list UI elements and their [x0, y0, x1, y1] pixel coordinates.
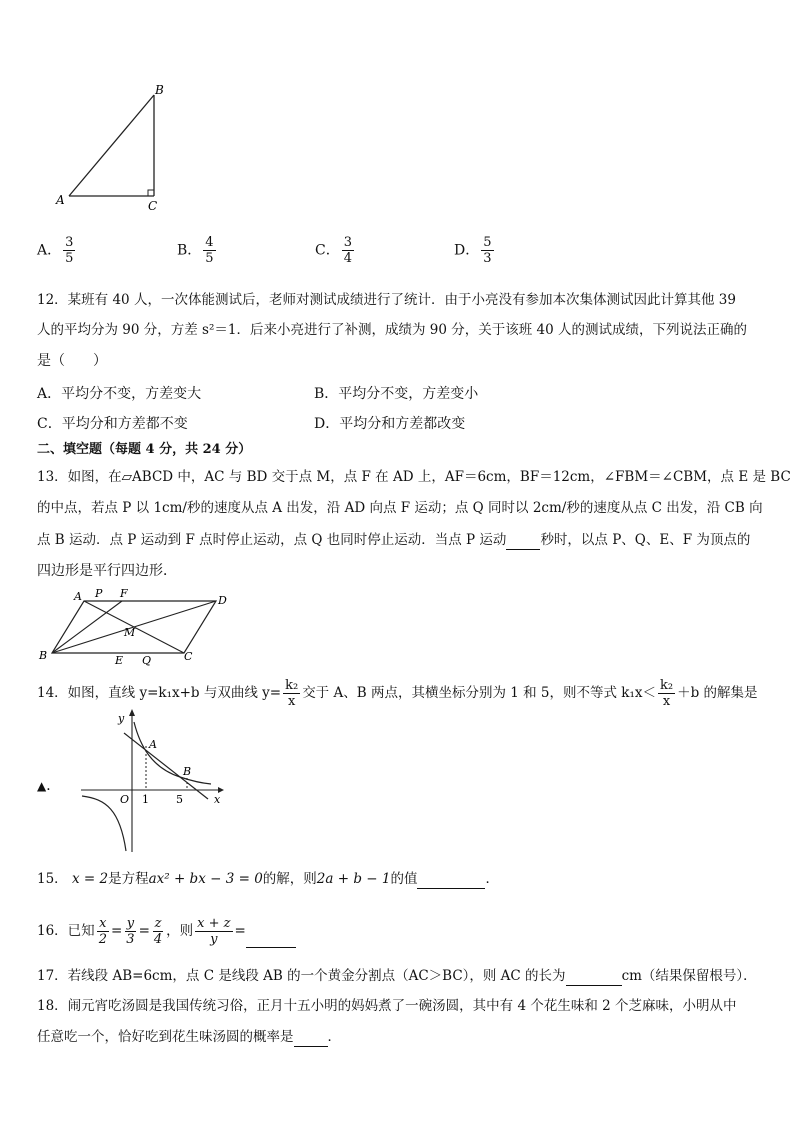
q11-option-d [454, 235, 496, 266]
denominator: x [287, 694, 296, 709]
label-a: A [74, 590, 82, 603]
q18-text-start: 任意吃一个，恰好吃到花生味汤圆的概率是 [37, 1029, 294, 1045]
fraction-z-over-4 [152, 916, 164, 947]
numerator: 3 [343, 235, 352, 250]
q11-option-c [315, 235, 356, 266]
q13-line-3-start: 点 B 运动．点 P 运动到 F 点时停止运动，点 Q 也同时停止运动．当点 P 运动 [37, 532, 507, 548]
q16-text-mid: ，则 [166, 923, 194, 939]
fraction-x-over-2 [97, 916, 109, 947]
numerator: x + z [197, 916, 231, 931]
denominator: 5 [65, 251, 74, 266]
q13-line-3-end: 秒时，以点 P、Q、E、F 为顶点的 [540, 532, 751, 548]
label-y: y [118, 712, 125, 725]
denominator: 4 [153, 932, 163, 947]
fraction [481, 235, 493, 266]
q11-option-b [177, 235, 218, 266]
answer-marker: ▲ [37, 779, 47, 793]
q11-option-a [37, 235, 77, 266]
label-e: E [115, 654, 124, 667]
answer-blank[interactable] [566, 971, 622, 986]
fraction-xz-over-y [195, 916, 232, 947]
section-heading: 二、填空题（每题 4 分，共 24 分） [37, 442, 252, 457]
q18-text-end: ． [327, 1029, 341, 1045]
q14-text-start: 14．如图，直线 y=k₁x+b 与双曲线 y= [37, 685, 282, 701]
q12-option-d: D．平均分和方差都改变 [314, 416, 466, 432]
option-label: B． [177, 242, 202, 259]
numerator: k₂ [285, 678, 299, 693]
side-ab [69, 95, 154, 196]
q12-line-2: 人的平均分为 90 分，方差 s²＝1．后来小亮进行了补测，成绩为 90 分，关于该班 40 人的测试成绩，下列说法正确的 [37, 322, 748, 338]
q15-text-3: 的值 [390, 871, 418, 887]
q17-text-end: cm（结果保留根号）． [621, 968, 757, 984]
q15-text-1: 是方程 [108, 871, 149, 887]
y-axis-arrow [129, 709, 135, 716]
label-b: B [155, 83, 164, 97]
label-q: Q [142, 654, 152, 667]
fraction-k2-over-x [658, 678, 675, 709]
fraction [342, 235, 354, 266]
answer-blank[interactable] [417, 874, 485, 889]
q14-text-mid: 交于 A、B 两点，其横坐标分别为 1 和 5，则不等式 k₁x＜ [302, 685, 656, 701]
label-c: C [184, 650, 193, 663]
numerator: k₂ [660, 678, 674, 693]
denominator: 3 [483, 251, 492, 266]
answer-blank[interactable] [294, 1032, 328, 1047]
denominator: 2 [98, 932, 107, 947]
label-d: D [218, 594, 227, 607]
denominator: 4 [343, 251, 352, 266]
q12-option-c: C．平均分和方差都不变 [37, 416, 188, 432]
q15-line [37, 869, 499, 889]
q12-option-a: A．平均分不变，方差变大 [37, 386, 202, 402]
q12-line-3: 是（ ） [37, 353, 107, 369]
right-triangle-figure [50, 80, 180, 215]
q14-line-1 [37, 678, 758, 709]
q13-line-4: 四边形是平行四边形． [37, 563, 177, 579]
q17-line [37, 966, 757, 986]
q17-text-start: 17．若线段 AB=6cm，点 C 是线段 AB 的一个黄金分割点（AC＞BC），则 AC 的长为 [37, 968, 566, 984]
straight-line [124, 733, 208, 799]
numerator: z [154, 916, 162, 931]
label-b: B [39, 649, 48, 662]
label-origin: O [120, 793, 130, 806]
numerator: 3 [65, 235, 74, 250]
q15-end: ． [485, 871, 499, 887]
label-point-b: B [183, 765, 192, 778]
label-a: A [56, 193, 65, 207]
q13-line-3 [37, 530, 750, 550]
option-label: D． [454, 242, 480, 259]
equals-sign: = [234, 923, 246, 939]
answer-blank[interactable] [246, 933, 296, 948]
label-c: C [148, 199, 158, 213]
option-label: A． [37, 242, 62, 259]
q15-text-2: 的解，则 [262, 871, 317, 887]
label-f: F [120, 587, 128, 600]
numerator: 5 [483, 235, 492, 250]
q18-line-1: 18．闹元宵吃汤圆是我国传统习俗，正月十五小明的妈妈煮了一碗汤圆，其中有 4 个花生味和 2 个芝麻味，小明从中 [37, 998, 737, 1014]
numerator: y [126, 916, 135, 931]
label-p: P [95, 587, 103, 600]
q14-answer [37, 776, 60, 796]
denominator: 3 [126, 932, 135, 947]
answer-dot: ． [46, 778, 61, 794]
q15-expression: 2a + b − 1 [316, 871, 391, 887]
fraction [63, 235, 75, 266]
q12-option-b: B．平均分不变，方差变小 [314, 386, 479, 402]
q15-number: 15． [37, 871, 68, 887]
label-m: M [124, 626, 136, 639]
q18-line-2 [37, 1027, 341, 1047]
q13-line-1: 13．如图，在▱ABCD 中，AC 与 BD 交于点 M，点 F 在 AD 上，AF＝6cm，BF＝12cm，∠FBM＝∠CBM，点 E 是 BC [37, 469, 791, 485]
fraction-y-over-3 [124, 916, 136, 947]
right-angle-mark [148, 190, 154, 196]
label-point-a: A [149, 738, 157, 751]
function-graph-figure [76, 706, 226, 854]
segment-bf [52, 601, 122, 653]
equals-sign: = [110, 923, 123, 939]
q16-line [37, 914, 296, 948]
parallelogram-figure [34, 586, 234, 668]
numerator: x [99, 916, 107, 931]
q16-text-start: 16．已知 [37, 923, 95, 939]
fraction-k2-over-x [283, 678, 300, 709]
tick-label-5: 5 [176, 793, 183, 806]
answer-blank[interactable] [506, 535, 540, 550]
q14-text-end: ＋b 的解集是 [677, 685, 758, 701]
denominator: 5 [205, 251, 214, 266]
numerator: 4 [205, 235, 214, 250]
q15-math-x: x = 2 [71, 871, 109, 887]
q12-line-1: 12．某班有 40 人，一次体能测试后，老师对测试成绩进行了统计．由于小亮没有参加本次集体测试因此计算其他 39 [37, 292, 736, 308]
denominator: x [662, 694, 671, 709]
equals-sign: = [138, 923, 150, 939]
q13-line-2: 的中点，若点 P 以 1cm/秒的速度从点 A 出发，沿 AD 向点 F 运动；点 Q 同时以 2cm/秒的速度从点 C 出发，沿 CB 向 [37, 500, 763, 516]
fraction [203, 235, 215, 266]
label-x: x [214, 793, 221, 806]
option-label: C． [315, 242, 340, 259]
denominator: y [210, 932, 218, 947]
q15-equation: ax² + bx − 3 = 0 [148, 871, 263, 887]
tick-label-1: 1 [142, 793, 149, 806]
